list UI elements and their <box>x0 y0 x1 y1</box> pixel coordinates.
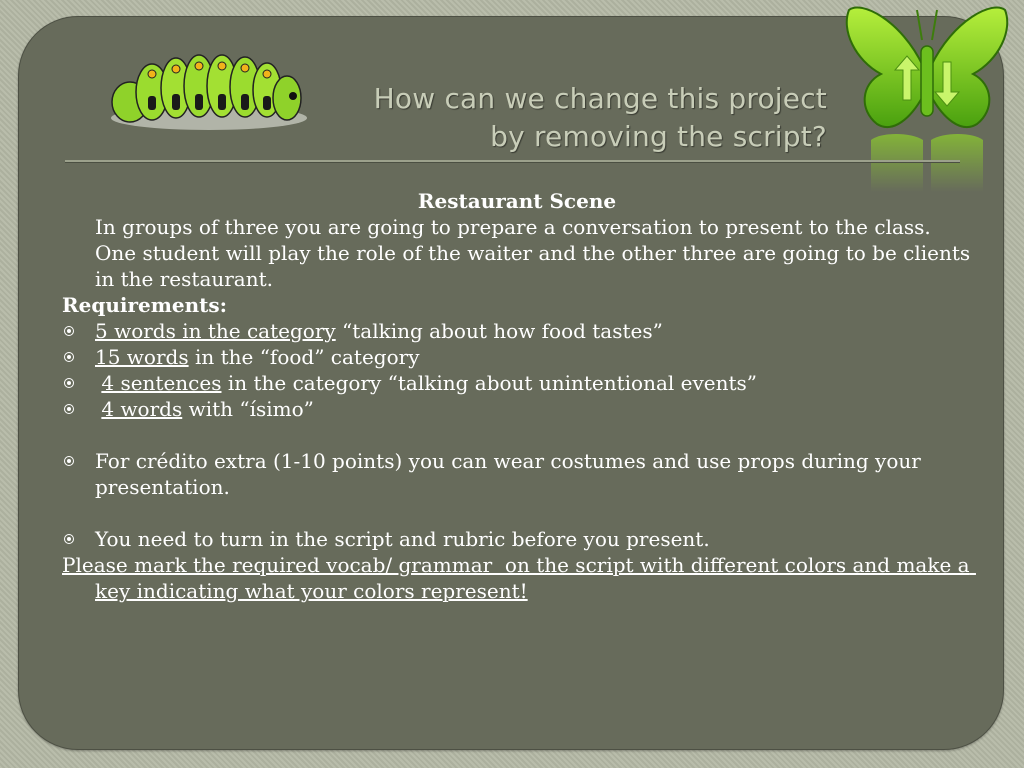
turn-in-text: You need to turn in the script and rubric before you present. <box>95 527 710 551</box>
requirement-underlined: 15 words <box>95 345 189 369</box>
footer-note-text: Please mark the required vocab/ grammar on the script with different colors and make a key indicating what your colors represent! <box>62 553 976 603</box>
bullet-icon <box>64 456 74 466</box>
title-divider <box>65 160 960 162</box>
bullet-icon <box>64 534 74 544</box>
list-item <box>62 318 972 344</box>
section-heading: Restaurant Scene <box>417 189 617 213</box>
spacer <box>62 500 972 526</box>
list-item <box>62 370 972 396</box>
bullet-icon <box>64 378 74 388</box>
requirement-text: in the “food” category <box>188 345 420 369</box>
list-item <box>62 396 972 422</box>
requirements-label: Requirements: <box>62 293 228 317</box>
requirement-text: “talking about how food tastes” <box>335 319 663 343</box>
requirement-text: with “ísimo” <box>182 397 314 421</box>
list-item <box>62 344 972 370</box>
list-item <box>62 526 972 552</box>
slide-title <box>374 80 827 156</box>
extra-credit-text: For crédito extra (1-10 points) you can wear costumes and use props during your presentation. <box>95 449 921 499</box>
butterfly-icon <box>841 0 1013 198</box>
bullet-icon <box>64 404 74 414</box>
bullet-icon <box>64 352 74 362</box>
caterpillar-icon <box>104 44 314 138</box>
list-item <box>62 448 972 500</box>
slide-body <box>62 188 976 604</box>
intro-paragraph: In groups of three you are going to prepare a conversation to present to the class. One student will play the role of the waiter and the other three are going to be clients in the restaurant. <box>95 215 971 291</box>
requirement-underlined: 5 words in the category <box>95 319 336 343</box>
requirement-underlined: 4 words <box>101 397 183 421</box>
spacer <box>62 422 972 448</box>
title-line-2: by removing the script? <box>490 120 827 153</box>
title-line-1: How can we change this project <box>373 82 827 115</box>
requirement-text: in the category “talking about unintentional events” <box>221 371 758 395</box>
footer-note <box>62 552 976 604</box>
bullet-icon <box>64 326 74 336</box>
requirement-underlined: 4 sentences <box>101 371 222 395</box>
